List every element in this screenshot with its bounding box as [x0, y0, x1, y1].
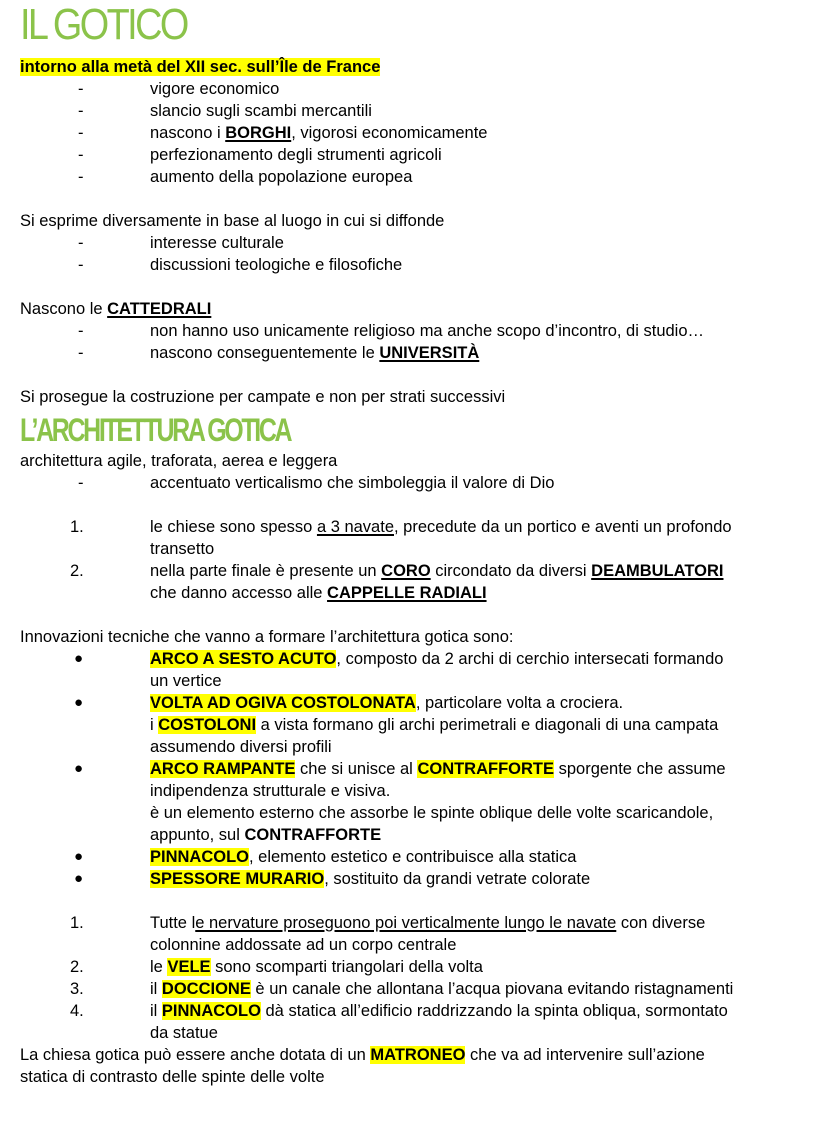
- paragraph-text: La chiesa gotica può essere anche dotata di un: [20, 1046, 371, 1064]
- list-item: interesse culturale: [150, 234, 284, 252]
- list-number: 1.: [70, 518, 84, 536]
- list-item: [150, 956, 483, 978]
- list-number: 1.: [70, 914, 84, 932]
- list-item-text: i: [150, 716, 159, 734]
- list-item-text: Tutte l: [150, 914, 196, 932]
- paragraph: [20, 298, 211, 320]
- section-title: L’ARCHITETTURA GOTICA: [20, 412, 291, 448]
- list-item-continuation: un vertice: [150, 672, 222, 690]
- list-item: slancio sugli scambi mercantili: [150, 102, 372, 120]
- dash-marker: -: [78, 322, 84, 340]
- list-item-continuation: colonnine addossate ad un corpo centrale: [150, 936, 457, 954]
- highlight-vele: VELE: [167, 958, 211, 976]
- list-item-text: , sostituito da grandi vetrate colorate: [324, 870, 591, 888]
- list-item-continuation: [150, 824, 381, 846]
- keyword-deambulatori: DEAMBULATORI: [591, 562, 724, 580]
- list-item-text: circondato da diversi: [430, 562, 592, 580]
- bullet-marker: ●: [74, 760, 84, 777]
- list-number: 4.: [70, 1002, 84, 1020]
- list-item: [150, 560, 723, 582]
- list-item-text: nella parte finale è presente un: [150, 562, 382, 580]
- list-item: [150, 342, 479, 364]
- list-item-text: , composto da 2 archi di cerchio intersecati formando: [336, 650, 724, 668]
- highlight-arco-rampante: ARCO RAMPANTE: [150, 760, 296, 778]
- highlight-pinnacolo: PINNACOLO: [161, 1002, 261, 1020]
- list-item-text: con diverse: [616, 914, 706, 932]
- highlight-costoloni: COSTOLONI: [158, 716, 257, 734]
- keyword-borghi: BORGHI: [225, 124, 292, 142]
- bullet-marker: ●: [74, 870, 84, 887]
- paragraph-continuation: statica di contrasto delle spinte delle volte: [20, 1068, 325, 1086]
- list-item: [150, 978, 733, 1000]
- highlight-volta-ogiva: VOLTA AD OGIVA COSTOLONATA: [150, 694, 416, 712]
- list-item-continuation: è un elemento esterno che assorbe le spinte oblique delle volte scaricandole,: [150, 804, 714, 822]
- list-number: 3.: [70, 980, 84, 998]
- bullet-marker: ●: [74, 848, 84, 865]
- dash-marker: -: [78, 168, 84, 186]
- highlight-doccione: DOCCIONE: [161, 980, 251, 998]
- dash-marker: -: [78, 474, 84, 492]
- underlined-text: e nervature proseguono poi verticalmente lungo le navate: [195, 914, 617, 932]
- highlight-arco-sesto-acuto: ARCO A SESTO ACUTO: [150, 650, 337, 668]
- highlight-spessore-murario: SPESSORE MURARIO: [150, 870, 325, 888]
- list-item-text: il: [150, 980, 162, 998]
- list-item: perfezionamento degli strumenti agricoli: [150, 146, 442, 164]
- list-item: accentuato verticalismo che simboleggia il valore di Dio: [150, 474, 555, 492]
- dash-marker: -: [78, 124, 84, 142]
- list-item-text: nascono conseguentemente le: [150, 344, 380, 362]
- keyword-coro: CORO: [381, 562, 431, 580]
- list-item-continuation: da statue: [150, 1024, 218, 1042]
- list-item-continuation: indipendenza strutturale e visiva.: [150, 782, 391, 800]
- list-item-text: , elemento estetico e contribuisce alla statica: [249, 848, 577, 866]
- paragraph-text: che va ad intervenire sull’azione: [465, 1046, 705, 1064]
- list-item: [150, 868, 590, 890]
- list-item-continuation: transetto: [150, 540, 215, 558]
- list-item: [150, 1000, 728, 1022]
- list-item-text: dà statica all’edificio raddrizzando la spinta obliqua, sormontato: [260, 1002, 728, 1020]
- paragraph: Si esprime diversamente in base al luogo in cui si diffonde: [20, 212, 445, 230]
- dash-marker: -: [78, 102, 84, 120]
- list-item: non hanno uso unicamente religioso ma anche scopo d’incontro, di studio…: [150, 322, 705, 340]
- keyword-cattedrali: CATTEDRALI: [107, 300, 212, 318]
- dash-marker: -: [78, 80, 84, 98]
- list-item-text: a vista formano gli archi perimetrali e diagonali di una campata: [256, 716, 719, 734]
- list-item-text: che si unisce al: [295, 760, 418, 778]
- intro-highlight: intorno alla metà del XII sec. sull’Île de France: [20, 58, 381, 76]
- bullet-marker: ●: [74, 694, 84, 711]
- list-item-text: che danno accesso alle: [150, 584, 328, 602]
- list-item-continuation: [150, 582, 487, 604]
- list-item-text: le chiese sono spesso: [150, 518, 317, 536]
- dash-marker: -: [78, 234, 84, 252]
- list-item: [150, 122, 487, 144]
- keyword-cappelle-radiali: CAPPELLE RADIALI: [327, 584, 487, 602]
- list-item-text: nascono i: [150, 124, 226, 142]
- paragraph: [20, 1044, 705, 1066]
- list-item: aumento della popolazione europea: [150, 168, 413, 186]
- paragraph: Si prosegue la costruzione per campate e non per strati successivi: [20, 388, 506, 406]
- list-item-text: appunto, sul: [150, 826, 245, 844]
- list-number: 2.: [70, 958, 84, 976]
- list-item-text: sporgente che assume: [554, 760, 726, 778]
- list-item-text: sono scomparti triangolari della volta: [210, 958, 483, 976]
- list-item: [150, 912, 705, 934]
- dash-marker: -: [78, 146, 84, 164]
- list-item-continuation: assumendo diversi profili: [150, 738, 332, 756]
- page-title: IL GOTICO: [20, 0, 187, 49]
- highlight-matroneo: MATRONEO: [370, 1046, 466, 1064]
- list-item: [150, 516, 732, 538]
- list-item: [150, 692, 623, 714]
- highlight-pinnacolo: PINNACOLO: [150, 848, 249, 866]
- list-item-text: è un canale che allontana l’acqua piovana evitando ristagnamenti: [250, 980, 734, 998]
- list-item: vigore economico: [150, 80, 280, 98]
- paragraph: Innovazioni tecniche che vanno a formare l’architettura gotica sono:: [20, 628, 514, 646]
- highlight-contrafforte: CONTRAFFORTE: [417, 760, 555, 778]
- underlined-text: a 3 navate: [316, 518, 394, 536]
- paragraph: architettura agile, traforata, aerea e leggera: [20, 452, 338, 470]
- bullet-marker: ●: [74, 650, 84, 667]
- dash-marker: -: [78, 344, 84, 362]
- list-item: discussioni teologiche e filosofiche: [150, 256, 403, 274]
- keyword-universita: UNIVERSITÀ: [379, 344, 480, 362]
- list-item: [150, 758, 726, 780]
- intro-line: [20, 56, 380, 78]
- list-item-text: il: [150, 1002, 162, 1020]
- list-item-text: le: [150, 958, 168, 976]
- list-number: 2.: [70, 562, 84, 580]
- dash-marker: -: [78, 256, 84, 274]
- paragraph-text: Nascono le: [20, 300, 108, 318]
- list-item-continuation: [150, 714, 718, 736]
- list-item: [150, 648, 723, 670]
- list-item-text: , precedute da un portico e aventi un profondo: [394, 518, 732, 536]
- list-item: [150, 846, 576, 868]
- list-item-text: , vigorosi economicamente: [291, 124, 488, 142]
- list-item-text: , particolare volta a crociera.: [415, 694, 624, 712]
- bold-contrafforte: CONTRAFFORTE: [244, 826, 382, 844]
